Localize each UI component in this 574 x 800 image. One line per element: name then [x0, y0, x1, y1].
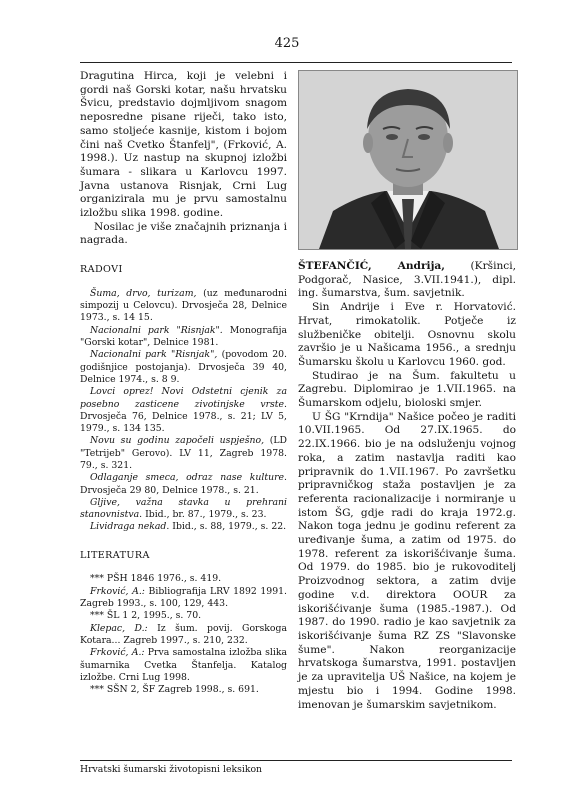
- work-entry: [80, 288, 287, 325]
- work-title: Šuma, drvo, turizam,: [90, 287, 197, 299]
- header-rule: [80, 62, 512, 63]
- literature-entry: [80, 684, 287, 696]
- literature-entry: [80, 573, 287, 585]
- portrait-photo: [298, 70, 518, 250]
- work-title: Lividraga nekad.: [90, 521, 170, 533]
- literatura-heading: LITERATURA: [80, 549, 150, 561]
- work-details: Ibid., br. 87., 1979., s. 23.: [142, 509, 267, 521]
- entry-name: ŠTEFANČIĆ, Andrija,: [298, 260, 445, 272]
- work-details: Drvosječa 76, Delnice 1978., s. 21; LV 5, 1979., s. 134 135.: [80, 410, 287, 435]
- work-title: Lovci oprez! Novi Odstetni cjenik za posebno zasticene zivotinjske vrste.: [80, 386, 287, 410]
- literature-author: Frković, A.:: [90, 585, 145, 597]
- bio-paragraph: Studirao je na Šum. fakultetu u Zagrebu. Diplomirao je 1.VII.1965. na Šumarskom odjelu, bioloski smjer.: [298, 369, 516, 410]
- literature-details: Iz šum. povij. Gorskoga Kotara... Zagreb 1997., s. 210, 232.: [80, 622, 287, 646]
- bio-header: [298, 260, 516, 301]
- literature-entry: [80, 623, 287, 648]
- intro-paragraph: Nosilac je više značajnih priznanja i nagrada.: [80, 220, 287, 247]
- footer-rule: [80, 760, 512, 761]
- radovi-heading: RADOVI: [80, 264, 123, 276]
- work-entry: [80, 325, 287, 350]
- literatura-list: [80, 573, 287, 696]
- work-entry: [80, 435, 287, 472]
- work-entry: [80, 521, 287, 533]
- radovi-list: [80, 288, 287, 534]
- left-column: [80, 70, 287, 696]
- literature-details: *** SŠN 2, ŠF Zagreb 1998., s. 691.: [90, 684, 259, 696]
- bio-header-details: (Kršinci, Podgorač, Nasice, 3.VII.1941.), dipl. ing. šumarstva, šum. savjetnik.: [298, 260, 516, 300]
- work-title: Nacionalni park "Risnjak".: [90, 324, 223, 336]
- work-details: (uz međunarodni simpozij u Celovcu). Drvosječa 28, Delnice 1973., s. 14 15.: [80, 287, 287, 324]
- portrait-image: [299, 71, 517, 249]
- literature-details: Prva samostalna izložba slika šumarnika Cvetka Štanfelja. Katalog izložbe. Crni Lug 1998.: [80, 647, 287, 683]
- work-title: Odlaganje smeca, odraz nase kulture.: [90, 472, 287, 484]
- bio-paragraph: Sin Andrije i Eve r. Horvatović. Hrvat, rimokatolik. Potječe iz službeničke obitelji. Osnovnu skolu završio je u Našicama 1956., a srednju Šumarsku školu u Karlovcu 1960. god.: [298, 301, 516, 368]
- literature-entry: [80, 586, 287, 611]
- work-entry: [80, 349, 287, 386]
- intro-paragraph: Dragutina Hirca, koji je velebni i gordi naš Gorski kotar, našu hrvatsku Švicu, predstavio dojmljivom snagom neposredne pisane riječi, tako isto, samo stoljeće kasnije, kistom i bojom čini naš Cvetko Štanfelj", (Frković, A. 1998.). Uz nastup na skupnoj izložbi šumara - slikara u Karlovcu 1997. Javna ustanova Risnjak, Crni Lug organizirala mu je prvu samostalnu izložbu slika 1998. godine.: [80, 70, 287, 220]
- literature-author: Klepac, D.:: [90, 622, 148, 634]
- work-details: Drvosječa 29 80, Delnice 1978., s. 21.: [80, 484, 259, 496]
- work-entry: [80, 497, 287, 522]
- literature-author: Frković, A.:: [90, 647, 145, 659]
- biography: [298, 260, 516, 712]
- work-title: Nacionalni park "Risnjak",: [90, 349, 218, 361]
- bio-paragraph: U ŠG "Krndija" Našice počeo je raditi 10.VII.1965. Od 27.IX.1965. do 22.IX.1966. bio je na odsluženju vojnog roka, a zatim nastavlja raditi kao pripravnik do 1.VII.1967. Po završetku pripravničkog staža postavljen je za referenta racionalizacije i normiranje u istom ŠG, gdje radi do kraja 1972.g. Nakon toga jednu je godinu referent za uređivanje šuma, a zatim od 1975. do 1978. referent za iskorišćivanje šuma. Od 1979. do 1985. bio je rukovoditelj Proizvodnog sektora, a zatim dvije godine v.d. direktora OOUR za iskorišćivanje šuma (1985.-1987.). Od 1987. do 1990. radio je kao savjetnik za iskorišćivanje šuma RZ ZS "Slavonske šume". Nakon reorganizacije hrvatskoga šumarstva, 1991. postavljen je za upravitelja UŠ Našice, na kojem je mjestu bio i 1994. Godine 1998. imenovan je šumarskim savjetnikom.: [298, 410, 516, 711]
- work-details: (LD "Tetrijeb" Gerovo). LV 11, Zagreb 1978. 79., s. 321.: [80, 435, 287, 471]
- work-entry: [80, 472, 287, 497]
- literature-entry: [80, 610, 287, 622]
- work-details: Ibid., s. 88, 1979., s. 22.: [169, 521, 287, 533]
- literature-details: *** PŠH 1846 1976., s. 419.: [90, 573, 222, 585]
- work-details: Monografija "Gorski kotar", Delnice 1981.: [80, 324, 287, 349]
- work-title: Novu su godinu započeli uspješno,: [90, 435, 265, 447]
- right-column: [298, 70, 516, 712]
- work-details: (povodom 20. godišnjice postojanja). Drvosječa 39 40, Delnice 1974., s. 8 9.: [80, 349, 287, 385]
- footer-text: Hrvatski šumarski životopisni leksikon: [80, 764, 263, 775]
- work-entry: [80, 386, 287, 435]
- literature-details: *** ŠL 1 2, 1995., s. 70.: [90, 610, 202, 622]
- intro-text: [80, 70, 287, 248]
- literature-entry: [80, 647, 287, 684]
- work-title: Gljive, važna stavka u prehrani stanovnistva.: [80, 496, 287, 521]
- page-number: 425: [274, 36, 300, 51]
- literature-details: Bibliografija LRV 1892 1991. Zagreb 1993., s. 100, 129, 443.: [80, 585, 287, 610]
